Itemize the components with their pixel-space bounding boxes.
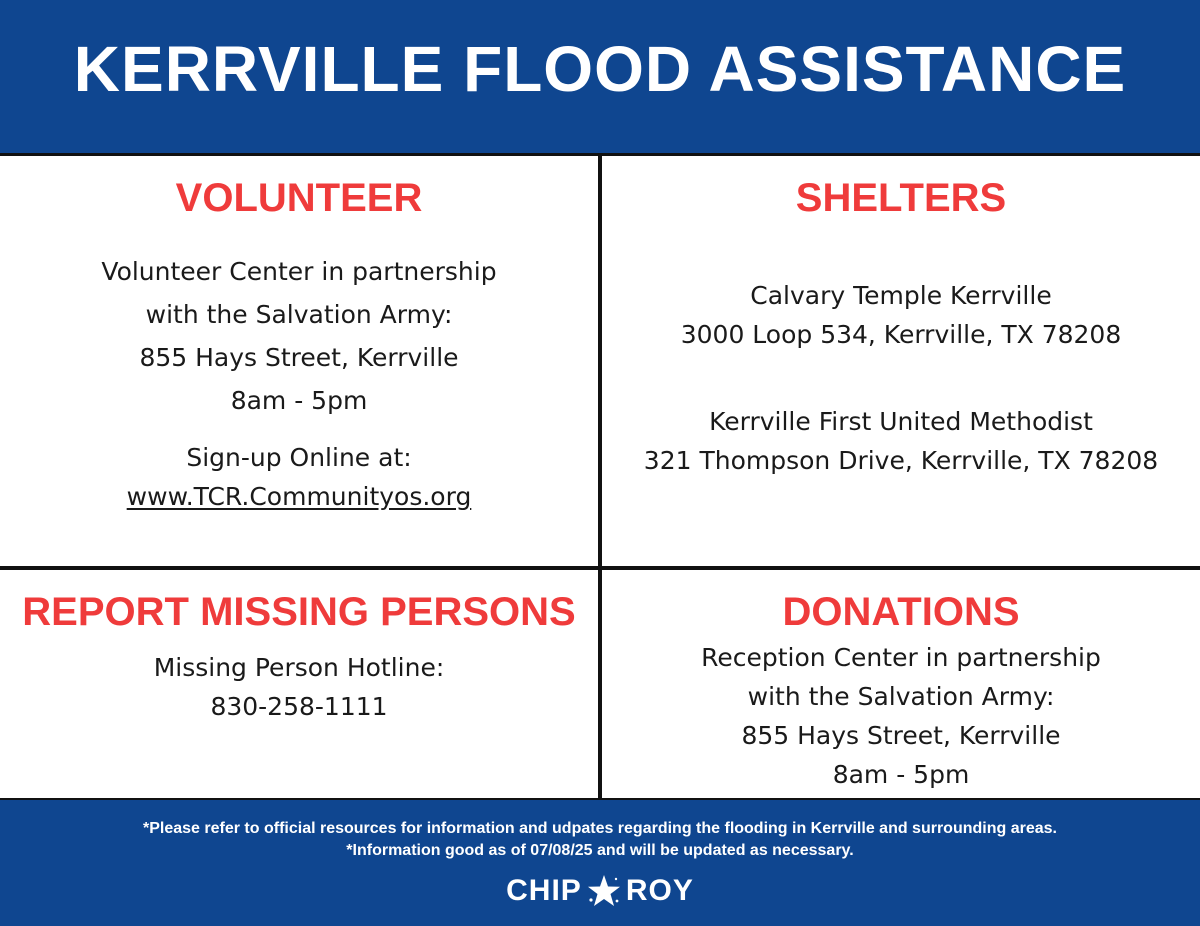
- donations-heading: DONATIONS: [782, 590, 1020, 634]
- star-icon: [584, 874, 624, 908]
- info-grid: [0, 156, 1200, 800]
- footer-banner: [0, 800, 1200, 926]
- volunteer-line: with the Salvation Army:: [145, 300, 453, 329]
- header-banner: [0, 0, 1200, 153]
- shelter-address: 3000 Loop 534, Kerrville, TX 78208: [680, 320, 1122, 349]
- brand-first-name: CHIP: [506, 874, 582, 907]
- hotline-number[interactable]: 830-258-1111: [210, 692, 388, 721]
- donations-line: with the Salvation Army:: [747, 682, 1055, 711]
- donations-section: [602, 592, 1200, 794]
- volunteer-section: [0, 178, 598, 516]
- volunteer-line: Volunteer Center in partnership: [101, 257, 497, 286]
- volunteer-hours: 8am - 5pm: [230, 386, 368, 415]
- hotline-label: Missing Person Hotline:: [153, 653, 445, 682]
- signup-label: Sign-up Online at:: [186, 443, 412, 472]
- page-title: KERRVILLE FLOOD ASSISTANCE: [73, 32, 1127, 105]
- volunteer-address: 855 Hays Street, Kerrville: [139, 343, 459, 372]
- missing-persons-section: [0, 592, 598, 726]
- shelters-section: [602, 178, 1200, 480]
- disclaimer-line: *Information good as of 07/08/25 and will be updated as necessary.: [346, 842, 854, 859]
- brand-last-name: ROY: [625, 874, 694, 907]
- shelter-name: Calvary Temple Kerrville: [750, 281, 1052, 310]
- disclaimer: [0, 818, 1200, 862]
- brand-logo: [0, 874, 1200, 908]
- donations-line: Reception Center in partnership: [701, 643, 1101, 672]
- signup-link[interactable]: www.TCR.Communityos.org: [126, 482, 472, 511]
- disclaimer-line: *Please refer to official resources for information and udpates regarding the flooding in Kerrville and surrounding areas.: [143, 820, 1057, 837]
- volunteer-heading: VOLUNTEER: [175, 176, 423, 220]
- horizontal-divider: [0, 566, 1200, 570]
- shelters-heading: SHELTERS: [795, 176, 1007, 220]
- donations-address: 855 Hays Street, Kerrville: [741, 721, 1061, 750]
- missing-persons-heading: REPORT MISSING PERSONS: [22, 590, 576, 634]
- donations-hours: 8am - 5pm: [832, 760, 970, 789]
- shelter-address: 321 Thompson Drive, Kerrville, TX 78208: [643, 446, 1159, 475]
- shelter-name: Kerrville First United Methodist: [709, 407, 1093, 436]
